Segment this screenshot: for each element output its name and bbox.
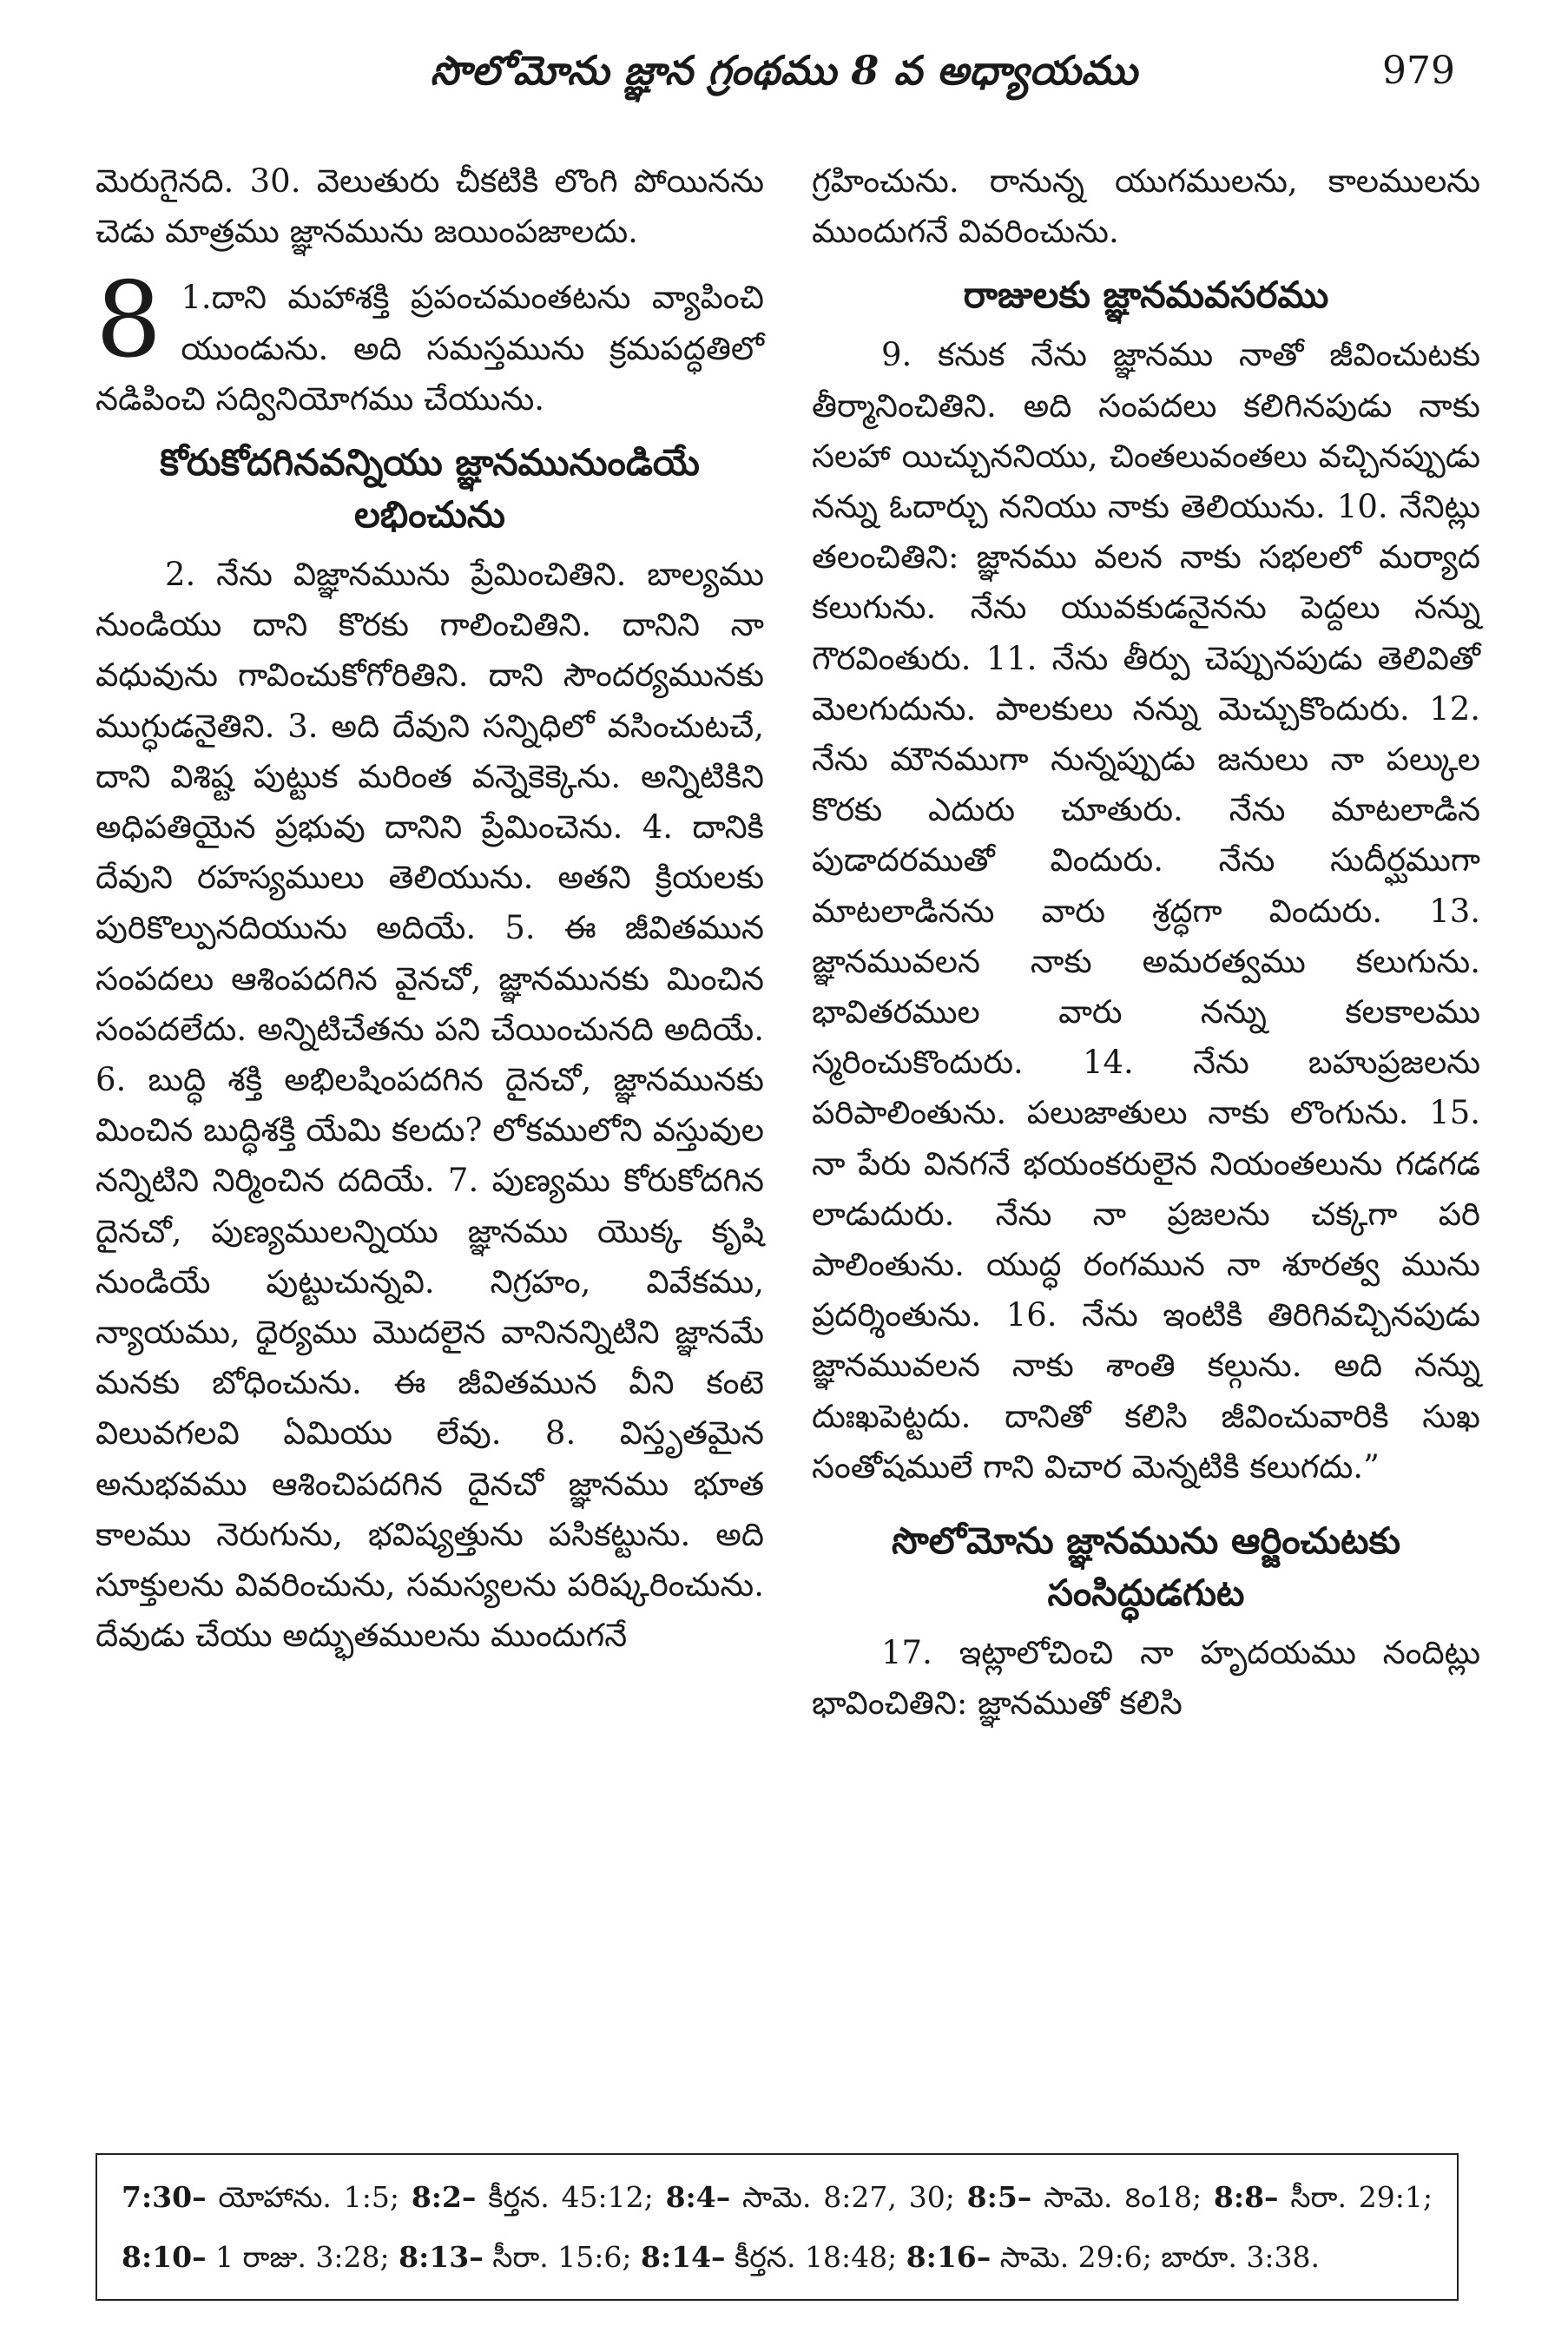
paragraph: గ్రహించును. రానున్న యుగములను, కాలములను ముందుగనే వివరించును.	[812, 162, 1480, 251]
reference-key: 8:8–	[1213, 2180, 1279, 2214]
paragraph: మెరుగైనది. 30. వెలుతురు చీకటికి లొంగి పోయినను చెడు మాత్రము జ్ఞానమును జయింపజాలదు.	[96, 162, 764, 251]
reference-key: 8:14–	[640, 2240, 726, 2274]
running-title: సొలోమోను జ్ఞాన గ్రంథము 8 వ అధ్యాయము	[430, 47, 1138, 94]
section-heading: కోరుకోదగినవన్నియు జ్ఞానమునుండియే లభించును	[160, 441, 700, 537]
cross-references	[122, 2167, 1433, 2287]
paragraph: 9. కనుక నేను జ్ఞానము నాతో జీవించుటకు తీర్మానించితిని. అది సంపదలు కలిగినపుడు నాకు సలహా యిచ్చుననియు, చింతలువంతలు వచ్చినప్పుడు నన్ను ఓదార్చు ననియు నాకు తెలియును. 10. నేనిట్లు తలంచితిని: జ్ఞానము వలన నాకు సభలలో మర్యాద కలుగును. నేను యువకుడనైనను పెద్దలు నన్ను గౌరవింతురు. 11. నేను తీర్పు చెప్పునపుడు తెలివితో మెలగుదును. పాలకులు నన్ను మెచ్చుకొందురు. 12. నేను మౌనముగా నున్నప్పుడు జనులు నా పల్కుల కొరకు ఎదురు చూతురు. నేను మాటలాడిన పుడాదరముతో విందురు. నేను సుదీర్ఘముగా మాటలాడినను వారు శ్రద్ధగా విందురు. 13. జ్ఞానమువలన నాకు అమరత్వము కలుగును. భావితరముల వారు నన్ను కలకాలము స్మరించుకొందురు. 14. నేను బహుప్రజలను పరిపాలింతును. పలుజాతులు నాకు లొంగును. 15. నా పేరు వినగనే భయంకరులైన నియంతలును గడగడ లాడుదురు. నేను నా ప్రజలను చక్కగా పరి పాలింతును. యుద్ధ రంగమున నా శూరత్వ మును ప్రదర్శింతును. 16. నేను ఇంటికి తిరిగివచ్చినపుడు జ్ఞానమువలన నాకు శాంతి కల్గును. అది నన్ను దుఃఖపెట్టదు. దానితో కలిసి జీవించువారికి సుఖ సంతోషములే గాని విచార మెన్నటికి కలుగదు.”	[812, 336, 1480, 1486]
right-column	[812, 156, 1480, 1729]
paragraph: 2. నేను విజ్ఞానమును ప్రేమించితిని. బాల్యము నుండియు దాని కొరకు గాలించితిని. దానిని నా వధువును గావించుకోగోరితిని. దాని సౌందర్యమునకు ముగ్ధుడనైతిని. 3. అది దేవుని సన్నిధిలో వసించుటచే, దాని విశిష్ట పుట్టుక మరింత వన్నెకెక్కెను. అన్నిటికిని అధిపతియైన ప్రభువు దానిని ప్రేమించెను. 4. దానికి దేవుని రహస్యములు తెలియును. అతని క్రియలకు పురికొల్పునదియును అదియే. 5. ఈ జీవితమున సంపదలు ఆశింపదగిన వైనచో, జ్ఞానమునకు మించిన సంపదలేదు. అన్నిటిచేతను పని చేయించునది అదియే. 6. బుద్ధి శక్తి అభిలషింపదగిన దైనచో, జ్ఞానమునకు మించిన బుద్ధిశక్తి యేమి కలదు? లోకములోని వస్తువుల నన్నిటిని నిర్మించిన దదియే. 7. పుణ్యము కోరుకోదగిన దైనచో, పుణ్యములన్నియు జ్ఞానము యొక్క కృషి నుండియే పుట్టుచున్నవి. నిగ్రహం, వివేకము, న్యాయము, ధైర్యము మొదలైన వానినన్నిటిని జ్ఞానమే మనకు బోధించును. ఈ జీవితమున వీని కంటె విలువగలవి ఏమియు లేవు. 8. విస్తృతమైన అనుభవము ఆశించిపదగిన దైనచో జ్ఞానము భూత కాలము నెరుగును, భవిష్యత్తును పసికట్టును. అది సూక్తులను వివరించును, సమస్యలను పరిష్కరించును. దేవుడు చేయు అద్భుతములను ముందుగనే	[96, 556, 764, 1655]
reference-text: కీర్తన. 18:48;	[725, 2240, 906, 2274]
cross-references-box	[96, 2153, 1459, 2301]
reference-key: 8:2–	[411, 2180, 477, 2214]
section-heading: రాజులకు జ్ఞానమవసరము	[963, 273, 1329, 317]
reference-text: యోహాను. 1:5;	[206, 2180, 412, 2214]
section-heading: సొలోమోను జ్ఞానమును ఆర్జించుటకు సంసిద్ధుడగుట	[892, 1519, 1400, 1615]
reference-key: 8:10–	[122, 2240, 207, 2274]
chapter-opening-paragraph	[96, 260, 764, 425]
reference-text: సీరా. 15:6;	[483, 2240, 641, 2274]
reference-key: 7:30–	[122, 2180, 207, 2214]
chapter-number: 8	[96, 260, 162, 382]
reference-text: సామె. 8ం18;	[1031, 2180, 1214, 2214]
reference-key: 8:13–	[399, 2240, 484, 2274]
left-column	[96, 156, 764, 1661]
paragraph: 17. ఇట్లాలోచించి నా హృదయము నందిట్లు భావించితిని: జ్ఞానముతో కలిసి	[812, 1634, 1480, 1723]
reference-key: 8:16–	[906, 2240, 992, 2274]
reference-text: సామె. 29:6; బారూ. 3:38.	[991, 2240, 1320, 2274]
page-header	[0, 35, 1568, 122]
reference-text: సామె. 8:27, 30;	[730, 2180, 967, 2214]
reference-key: 8:5–	[966, 2180, 1032, 2214]
reference-text: సీరా. 29:1;	[1278, 2180, 1433, 2214]
page-number: 979	[1382, 49, 1455, 93]
chapter-paragraph-text: 1.దాని మహాశక్తి ప్రపంచమంతటను వ్యాపించి యుండును. అది సమస్తమును క్రమపద్ధతిలో నడిపించి సద్వినియోగము చేయును.	[96, 279, 764, 418]
reference-key: 8:4–	[665, 2180, 731, 2214]
reference-text: కీర్తన. 45:12;	[476, 2180, 666, 2214]
reference-text: 1 రాజు. 3:28;	[206, 2240, 399, 2274]
